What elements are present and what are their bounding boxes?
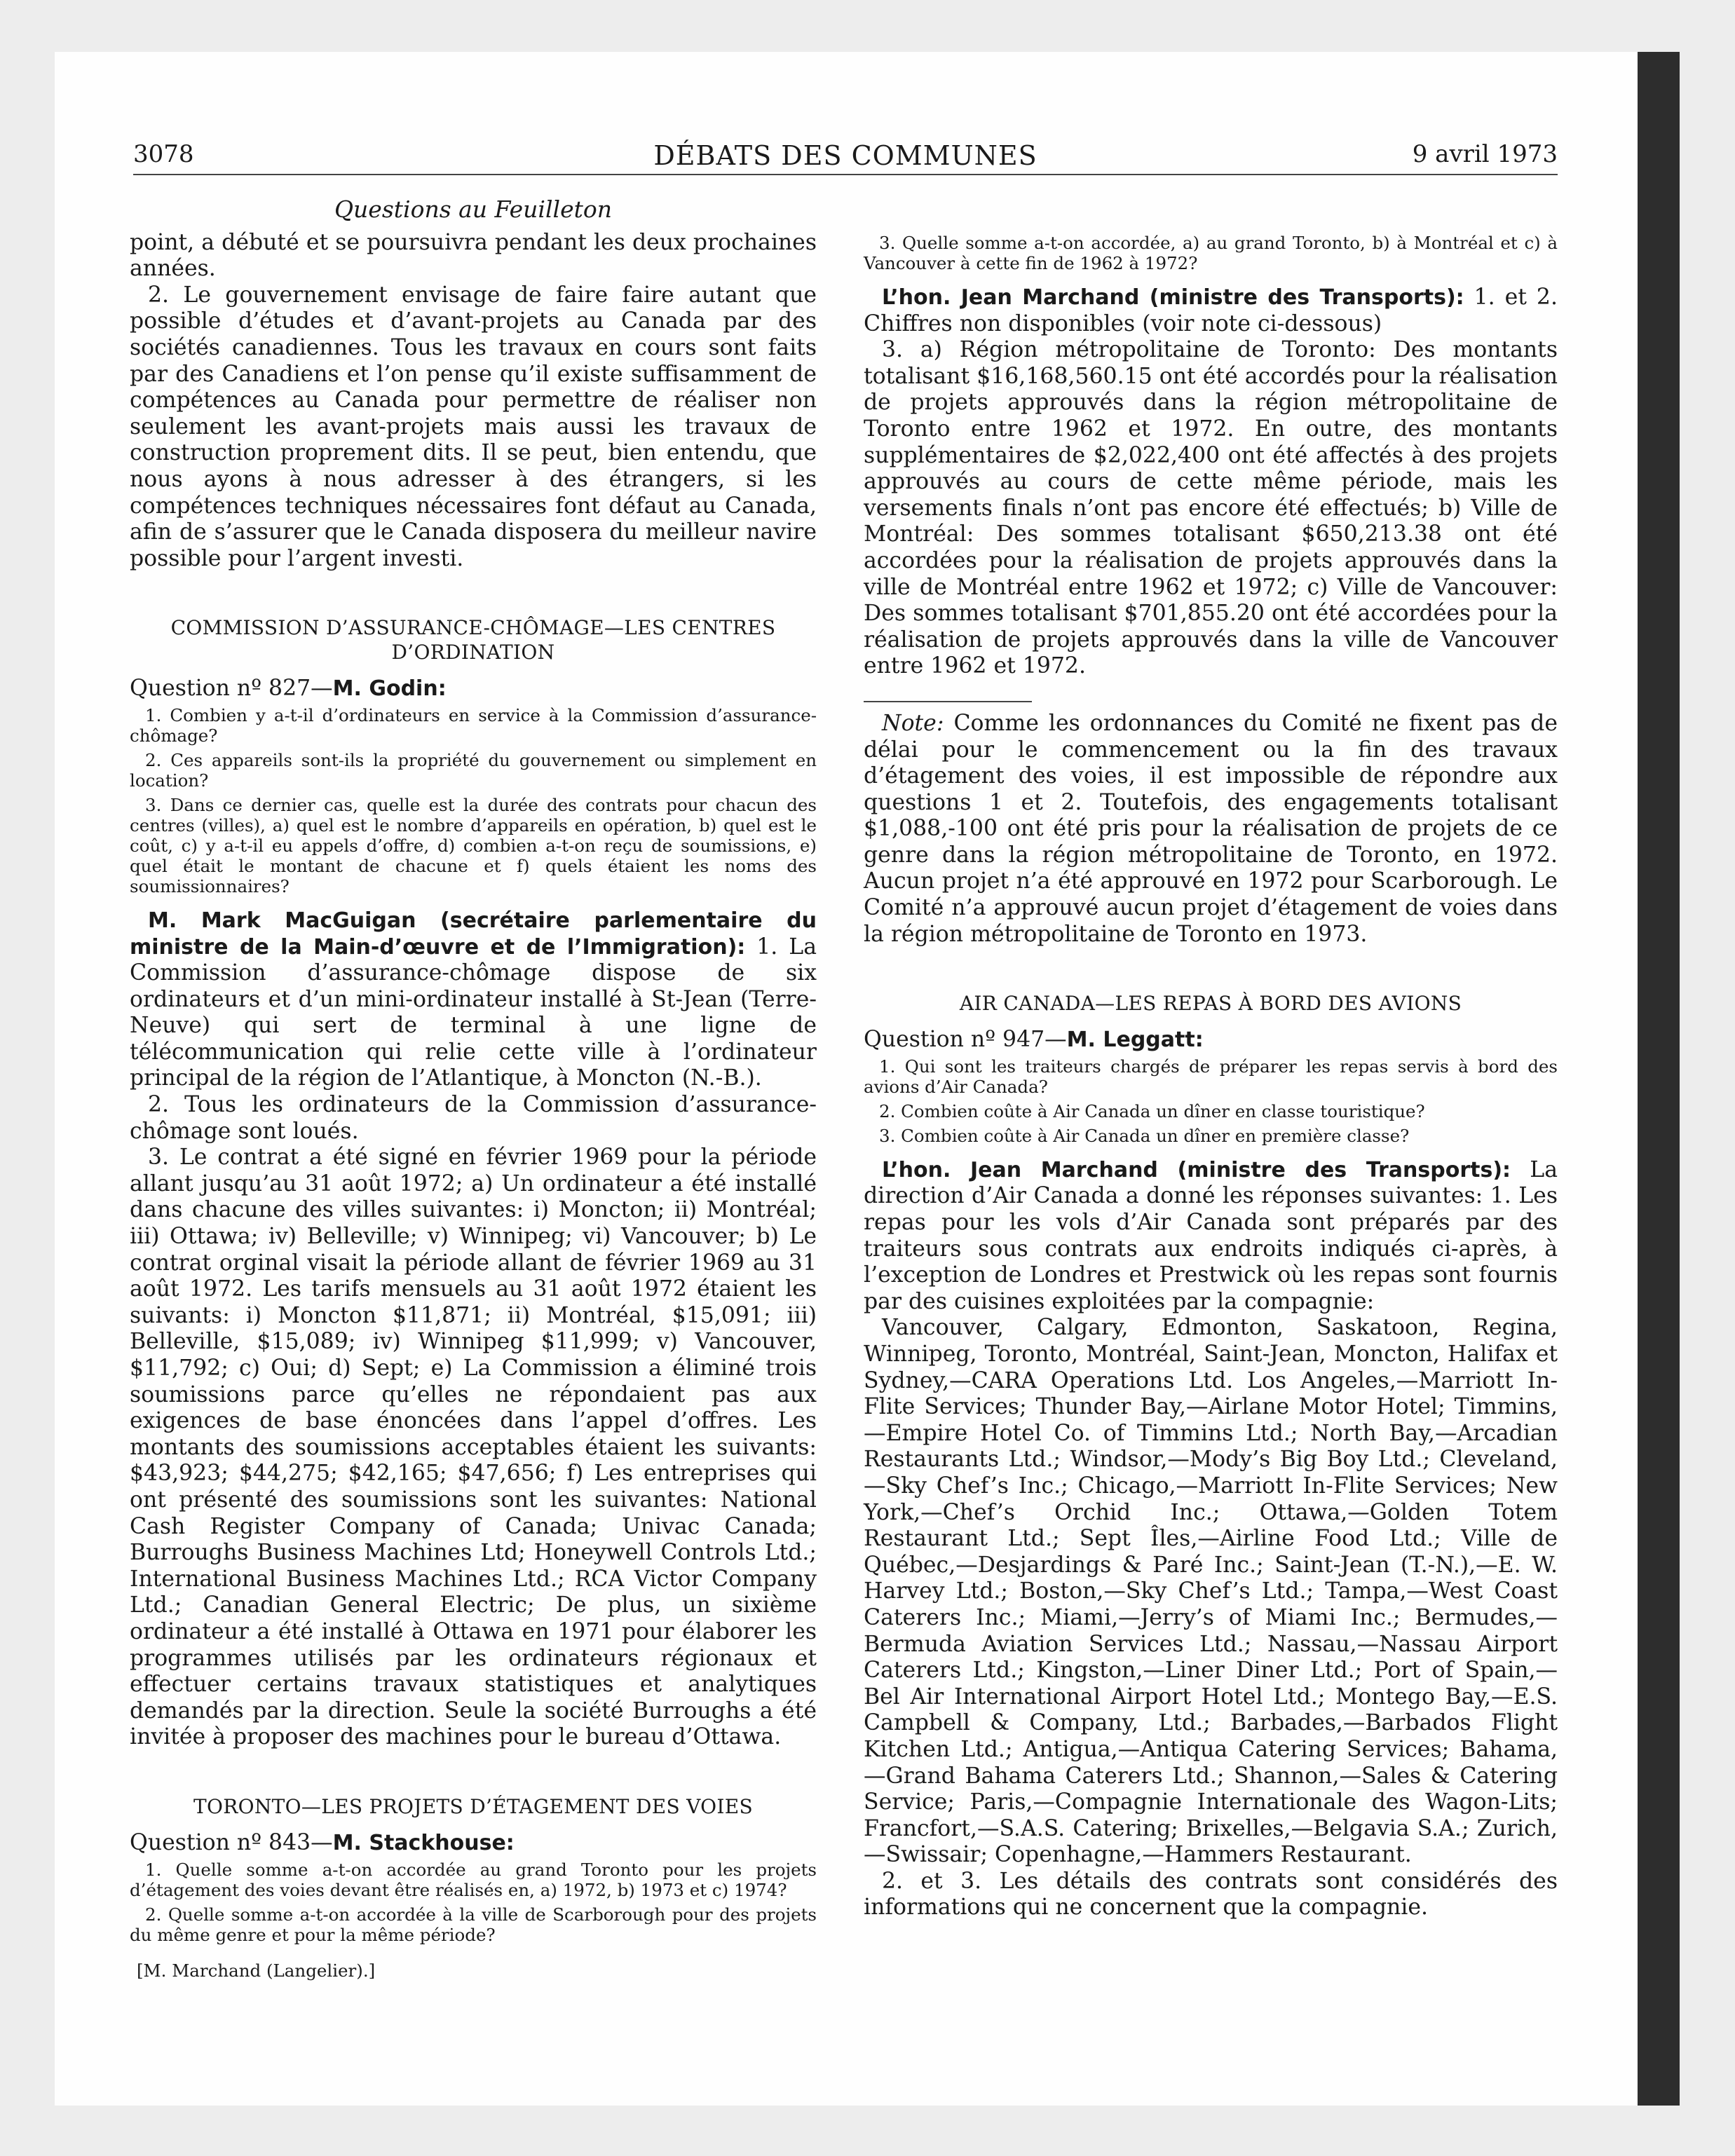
question-number: Question nº 843—	[130, 1829, 333, 1855]
answer-paragraph: 3. Le contrat a été signé en février 1969 pour la période allant jusqu’au 31 août 1972; a) Un ordinateur a été installé dans chacune des villes suivantes: i) Moncton; ii) Montréal; iii) Ottawa; iv) Belleville; v) Winnipeg; vi) Vancouver; b) Le contrat orginal visait la période allant de février 1969 au 31 août 1972. Les tarifs mensuels au 31 août 1972 étaient les suivants: i) Moncton $11,871; ii) Montréal, $15,091; iii) Belleville, $15,089; iv) Winnipeg $11,999; v) Vancouver, $11,792; c) Oui; d) Sept; e) La Commission a éliminé trois soumissions parce qu’elles ne répondaient pas aux exigences de base énoncées dans l’appel d’offres. Les montants des soumissions acceptables étaient les suivants: $43,923; $44,275; $42,165; $47,656; f) Les entreprises qui ont présenté des soumissions sont les suivantes: National Cash Register Company of Canada; Univac Canada; Burroughs Business Machines Ltd; Honeywell Controls Ltd.; International Business Machines Ltd.; RCA Victor Company Ltd.; Canadian General Electric; De plus, un sixième ordinateur a été installé à Ottawa en 1971 pour élaborer les programmes utilisés par les ordinateurs régionaux et effectuer certains travaux statistiques et analytiques demandés par la direction. Seule la société Burroughs a été invitée à proposer des machines pour le bureau d’Ottawa.	[130, 1145, 817, 1750]
note-text: Comme les ordonnances du Comité ne fixent pas de délai pour le commencement ou la fin des travaux d’étagement des voies, il est impossible de répondre aux questions 1 et 2. Toutefois, des engagements totalisant $1,088,-100 ont été pris pour la réalisation de projets de ce genre dans la région métropolitaine de Toronto, en 1972. Aucun projet n’a été approuvé en 1972 pour Scarborough. Le Comité n’a approuvé aucun projet d’étagement de voies dans la région métropolitaine de Toronto en 1973.	[864, 710, 1558, 947]
question-line	[130, 676, 817, 702]
answer-text: La direction d’Air Canada a donné les réponses suivantes: 1. Les repas pour les vols d’Air Canada sont préparés par des traiteurs sous contrats aux endroits indiqués ci-après, à l’exception de Londres et Prestwick où les repas sont fournis par des cuisines exploitées par la compagnie:	[864, 1157, 1558, 1314]
continued-paragraph: point, a débuté et se poursuivra pendant les deux prochaines années.	[130, 229, 817, 282]
section-heading: AIR CANADA—LES REPAS À BORD DES AVIONS	[959, 992, 1462, 1016]
section-heading: COMMISSION D’ASSURANCE-CHÔMAGE—LES CENTRES D’ORDINATION	[170, 616, 776, 664]
answer-paragraph: 2. Tous les ordinateurs de la Commission d’assurance-chômage sont loués.	[130, 1092, 817, 1144]
section-heading: TORONTO—LES PROJETS D’ÉTAGEMENT DES VOIES	[193, 1794, 753, 1818]
question-author: M. Stackhouse:	[332, 1830, 515, 1855]
question-item: 2. Quelle somme a-t-on accordée à la ville de Scarborough pour des projets du même genre et pour la même période?	[130, 1904, 817, 1945]
page-number: 3078	[133, 140, 194, 168]
answer-paragraph: 2. et 3. Les détails des contrats sont considérés des informations qui ne concernent que la compagnie.	[864, 1868, 1558, 1920]
question-number: Question nº 827—	[130, 676, 333, 702]
question-item: 2. Ces appareils sont-ils la propriété du gouvernement ou simplement en location?	[130, 749, 817, 791]
speaker-footer: [M. Marchand (Langelier).]	[137, 1960, 376, 1981]
question-line	[130, 1830, 817, 1857]
question-number: Question nº 947—	[864, 1027, 1067, 1053]
note-paragraph	[864, 711, 1558, 948]
issue-date: 9 avril 1973	[1412, 140, 1558, 168]
scan-edge	[1638, 52, 1680, 2106]
question-item: 1. Quelle somme a-t-on accordée au grand Toronto pour les projets d’étagement des voies devant être réalisés en, a) 1972, b) 1973 et c) 1974?	[130, 1859, 817, 1900]
right-column	[864, 191, 1558, 1921]
answer-text: 1. et 2. Chiffres non disponibles (voir note ci-dessous)	[864, 285, 1558, 336]
question-item: 3. Combien coûte à Air Canada un dîner en première classe?	[879, 1125, 1410, 1146]
answer-speaker: M. Mark MacGuigan (secrétaire parlementaire du ministre de la Main-d’œuvre et de l’Immigration):	[130, 908, 817, 960]
running-head: Questions au Feuilleton	[334, 196, 612, 223]
answer-text: 1. La Commission d’assurance-chômage dispose de six ordinateurs et d’un mini-ordinateur installé à St-Jean (Terre-Neuve) qui sert de terminal à une ligne de télécommunication qui relie cette ville à l’ordinateur principal de la région de l’Atlantique, à Moncton (N.-B.).	[130, 934, 817, 1091]
answer-paragraph: 3. a) Région métropolitaine de Toronto: Des montants totalisant $16,168,560.15 ont été accordés pour la réalisation de projets approuvés dans la région métropolitaine de Toronto entre 1962 et 1972. En outre, des montants supplémentaires de $2,022,400 ont été affectés à des projets approuvés au cours de cette même période, mais les versements finals n’ont pas encore été effectués; b) Ville de Montréal: Des sommes totalisant $650,213.38 ont été accordées pour la réalisation de projets approuvés dans la ville de Montréal entre 1962 et 1972; c) Ville de Vancouver: Des sommes totalisant $701,855.20 ont été accordées pour la réalisation de projets approuvés dans la ville de Vancouver entre 1962 et 1972.	[864, 337, 1558, 679]
question-item: 3. Quelle somme a-t-on accordée, a) au grand Toronto, b) à Montréal et c) à Vancouver à cette fin de 1962 à 1972?	[864, 233, 1558, 273]
answer-speaker: L’hon. Jean Marchand (ministre des Transports):	[882, 285, 1464, 310]
publication-title: DÉBATS DES COMMUNES	[653, 140, 1037, 171]
question-item: 1. Qui sont les traiteurs chargés de préparer les repas servis à bord des avions d’Air Canada?	[864, 1056, 1558, 1097]
question-item: 2. Combien coûte à Air Canada un dîner en classe touristique?	[879, 1100, 1425, 1121]
page-header	[133, 140, 1558, 175]
question-author: M. Godin:	[332, 676, 447, 702]
note-label: Note:	[882, 710, 944, 736]
answer-paragraph	[130, 908, 817, 1092]
question-author: M. Leggatt:	[1066, 1028, 1204, 1053]
caterer-list: Vancouver, Calgary, Edmonton, Saskatoon, Regina, Winnipeg, Toronto, Montréal, Saint-Jean, Moncton, Halifax et Sydney,—CARA Operations Ltd. Los Angeles,—Marriott In-Flite Services; Thunder Bay,—Airlane Motor Hotel; Timmins,—Empire Hotel Co. of Timmins Ltd.; North Bay,—Arcadian Restaurants Ltd.; Windsor,—Mody’s Big Boy Ltd.; Cleveland,—Sky Chef’s Inc.; Chicago,—Marriott In-Flite Services; New York,—Chef’s Orchid Inc.; Ottawa,—Golden Totem Restaurant Ltd.; Sept Îles,—Airline Food Ltd.; Ville de Québec,—Desjardings & Paré Inc.; Saint-Jean (T.-N.),—E. W. Harvey Ltd.; Boston,—Sky Chef’s Ltd.; Tampa,—West Coast Caterers Inc.; Miami,—Jerry’s of Miami Inc.; Bermudes,—Bermuda Aviation Services Ltd.; Nassau,—Nassau Airport Caterers Ltd.; Kingston,—Liner Diner Ltd.; Port of Spain,—Bel Air International Airport Hotel Ltd.; Montego Bay,—E.S. Campbell & Company, Ltd.; Barbades,—Barbados Flight Kitchen Ltd.; Antigua,—Antiqua Catering Services; Bahama,—Grand Bahama Caterers Ltd.; Shannon,—Sales & Catering Service; Paris,—Compagnie Internationale des Wagon-Lits; Francfort,—S.A.S. Catering; Brixelles,—Belgavia S.A.; Zurich,—Swissair; Copenhagne,—Hammers Restaurant.	[864, 1315, 1558, 1868]
question-item: 1. Combien y a-t-il d’ordinateurs en service à la Commission d’assurance-chômage?	[130, 704, 817, 746]
question-item: 3. Dans ce dernier cas, quelle est la durée des contrats pour chacun des centres (villes), a) quel est le nombre d’appareils en opération, b) quel est le coût, c) y a-t-il eu appels d’offre, d) combien a-t-on reçu de soumissions, e) quel était le montant de chacune et f) quels étaient les noms des soumissionnaires?	[130, 794, 817, 896]
answer-paragraph	[864, 1157, 1558, 1316]
note-divider	[864, 701, 1032, 702]
answer-paragraph	[864, 285, 1558, 337]
question-line	[864, 1027, 1558, 1053]
continued-paragraph: 2. Le gouvernement envisage de faire faire autant que possible d’études et d’avant-projets au Canada par des sociétés canadiennes. Tous les travaux en cours sont faits par des Canadiens et l’on pense qu’il existe suffisamment de compétences au Canada pour permettre de réaliser non seulement les avant-projets mais aussi les travaux de construction proprement dits. Il se peut, bien entendu, que nous ayons à nous adresser à des étrangers, si les compétences techniques nécessaires font défaut au Canada, afin de s’assurer que le Canada disposera du meilleur navire possible pour l’argent investi.	[130, 282, 817, 571]
left-column	[130, 191, 817, 1985]
answer-speaker: L’hon. Jean Marchand (ministre des Transports):	[882, 1157, 1511, 1182]
